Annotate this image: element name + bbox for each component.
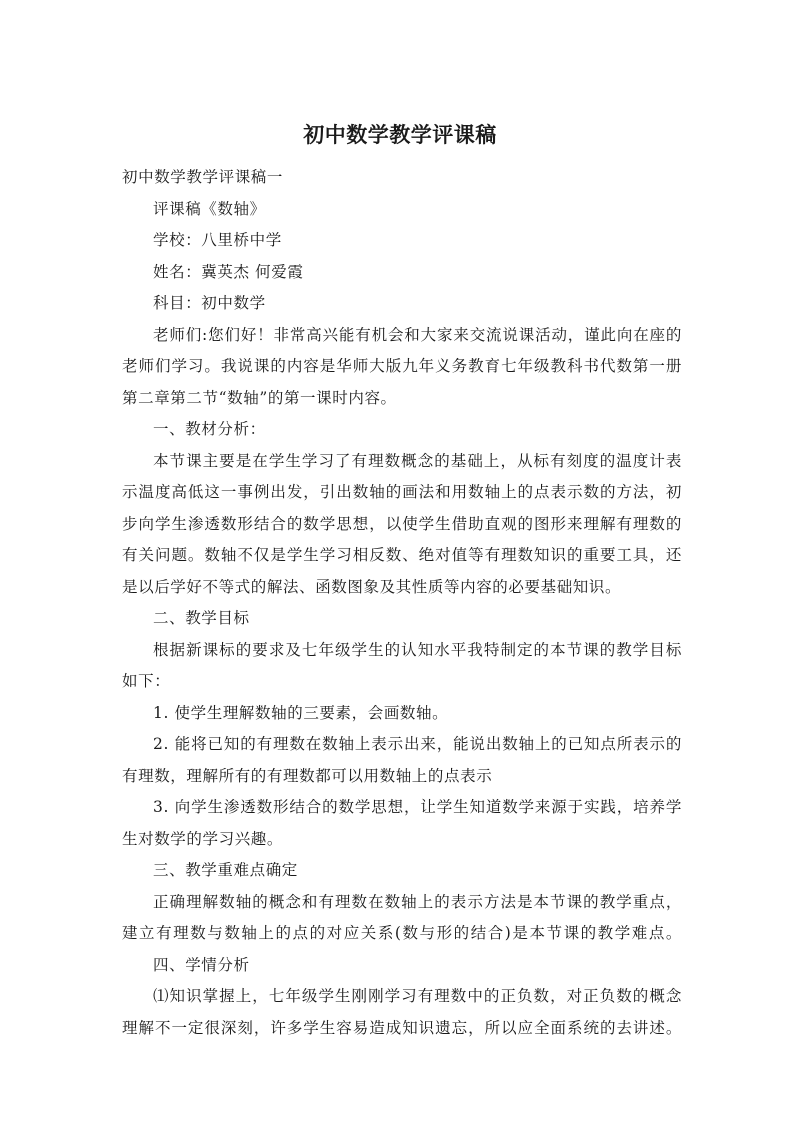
paragraph-line: 3. 向学生渗透数形结合的数学思想，让学生知道数学来源于实践，培养学 — [153, 798, 682, 816]
paragraph-line: 有关问题。数轴不仅是学生学习相反数、绝对值等有理数知识的重要工具，还 — [122, 546, 682, 564]
paragraph-line: 生对数学的学习兴趣。 — [122, 829, 284, 848]
paragraph-line: ⑴知识掌握上，七年级学生刚刚学习有理数中的正负数，对正负数的概念 — [153, 987, 682, 1005]
paragraph-line: 学校：八里桥中学 — [153, 231, 282, 249]
paragraph-line: 二、教学目标 — [153, 609, 250, 627]
paragraph-line: 理解不一定很深刻，许多学生容易造成知识遗忘，所以应全面系统的去讲述。 — [122, 1018, 682, 1037]
paragraph-line: 有理数，理解所有的有理数都可以用数轴上的点表示 — [122, 766, 493, 785]
paragraph-line: 正确理解数轴的概念和有理数在数轴上的表示方法是本节课的教学重点， — [153, 892, 682, 911]
paragraph-line: 示温度高低这一事例出发，引出数轴的画法和用数轴上的点表示数的方法，初 — [122, 483, 682, 501]
paragraph-line: 如下： — [122, 672, 171, 690]
paragraph-line: 姓名：冀英杰 何爱霞 — [153, 262, 304, 281]
paragraph-line: 评课稿《数轴》 — [153, 199, 266, 218]
paragraph-line: 初中数学教学评课稿一 — [122, 168, 284, 186]
paragraph-line: 步向学生渗透数形结合的数学思想，以使学生借助直观的图形来理解有理数的 — [122, 514, 682, 533]
paragraph-line: 根据新课标的要求及七年级学生的认知水平我特制定的本节课的教学目标 — [153, 640, 682, 659]
paragraph-line: 本节课主要是在学生学习了有理数概念的基础上，从标有刻度的温度计表 — [153, 451, 682, 470]
paragraph-line: 2. 能将已知的有理数在数轴上表示出来，能说出数轴上的已知点所表示的 — [153, 735, 682, 753]
paragraph-line: 一、教材分析： — [153, 420, 266, 438]
paragraph-line: 是以后学好不等式的解法、函数图象及其性质等内容的必要基础知识。 — [122, 577, 622, 596]
paragraph-line: 老师们:您们好！非常高兴能有机会和大家来交流说课活动，谨此向在座的 — [153, 325, 682, 344]
paragraph-line: 老师们学习。我说课的内容是华师大版九年义务教育七年级教科书代数第一册 — [122, 357, 682, 375]
paragraph-line: 三、教学重难点确定 — [153, 861, 298, 879]
paragraph-line: 第二章第二节“数轴”的第一课时内容。 — [122, 388, 397, 407]
paragraph-line: 建立有理数与数轴上的点的对应关系(数与形的结合)是本节课的教学难点。 — [122, 924, 682, 942]
paragraph-line: 1. 使学生理解数轴的三要素，会画数轴。 — [153, 703, 449, 722]
document-title: 初中数学教学评课稿 — [303, 123, 497, 147]
paragraph-line: 四、学情分析 — [153, 955, 250, 974]
paragraph-line: 科目：初中数学 — [153, 294, 266, 312]
